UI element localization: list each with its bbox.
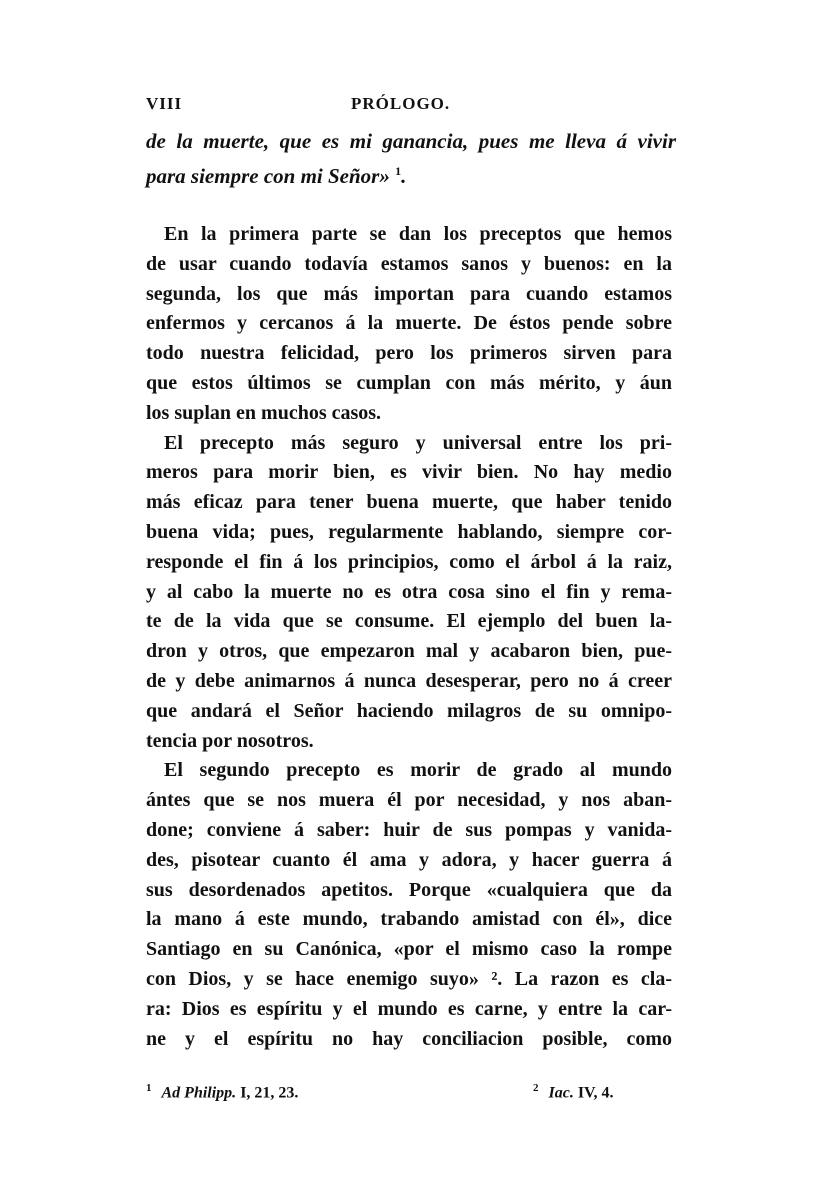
footnote-reference: 1	[395, 164, 402, 178]
running-title: PRÓLOGO.	[351, 94, 451, 113]
text-line: que andará el Señor haciendo milagros de su omnipo-	[146, 699, 672, 722]
text-line: sus desordenados apetitos. Porque «cualquiera que da	[146, 878, 672, 901]
text-line: de y debe animarnos á nunca desesperar, pero no á creer	[146, 669, 672, 692]
quotation-continuation	[146, 126, 676, 191]
text-line: El segundo precepto es morir de grado al mundo	[164, 759, 672, 782]
text-line: El precepto más seguro y universal entre los pri-	[164, 431, 672, 454]
text-line: los suplan en muchos casos.	[146, 401, 382, 424]
text-line: ne y el espíritu no hay conciliacion posible, como	[146, 1027, 672, 1050]
body-text	[146, 220, 672, 1054]
text-line: Santiago en su Canónica, «por el mismo caso la rompe	[146, 938, 672, 961]
text-line: dron y otros, que empezaron mal y acabaron bien, pue-	[146, 640, 672, 663]
text-line: te de la vida que se consume. El ejemplo del buen la-	[146, 610, 672, 633]
footnote-source: Iac.	[548, 1084, 574, 1102]
text-line: des, pisotear cuanto él ama y adora, y hacer guerra á	[146, 848, 672, 871]
text-line: buena vida; pues, regularmente hablando, siempre cor-	[146, 520, 672, 543]
text-line: done; conviene á saber: huir de sus pompas y vanida-	[146, 818, 672, 841]
quotation-end-mark: .	[401, 164, 407, 188]
text-line: ra: Dios es espíritu y el mundo es carne, y entre la car-	[146, 997, 672, 1020]
quotation-line-text: para siempre con mi Señor»	[146, 164, 390, 188]
footnote-mark: 2	[533, 1082, 539, 1094]
text-line: de usar cuando todavía estamos sanos y buenos: en la	[146, 252, 672, 275]
quotation-line-last	[146, 156, 676, 191]
text-line: con Dios, y se hace enemigo suyo» ². La razon es cla-	[146, 967, 672, 990]
text-line: tencia por nosotros.	[146, 729, 314, 752]
text-line: la mano á este mundo, trabando amistad con él», dice	[146, 908, 672, 931]
quotation-line: de la muerte, que es mi ganancia, pues me lleva á vivir	[146, 129, 676, 153]
text-line: más eficaz para tener buena muerte, que haber tenido	[146, 491, 672, 514]
footnote-mark: 1	[146, 1082, 152, 1094]
text-line: meros para morir bien, es vivir bien. No hay medio	[146, 461, 672, 484]
text-line: y al cabo la muerte no es otra cosa sino el fin y rema-	[146, 580, 672, 603]
text-line: ántes que se nos muera él por necesidad, y nos aban-	[146, 789, 672, 812]
text-line: segunda, los que más importan para cuando estamos	[146, 282, 672, 305]
text-line: En la primera parte se dan los preceptos que hemos	[164, 223, 672, 245]
text-line: enfermos y cercanos á la muerte. De éstos pende sobre	[146, 312, 672, 335]
page-number: VIII	[146, 94, 183, 113]
footnote-location: I, 21, 23.	[240, 1084, 299, 1102]
text-line: que estos últimos se cumplan con más mérito, y áun	[146, 371, 672, 394]
footnote-2	[533, 1082, 614, 1102]
footnote-1	[146, 1082, 298, 1102]
footnote-location: IV, 4.	[577, 1084, 614, 1102]
text-line: todo nuestra felicidad, pero los primeros sirven para	[146, 342, 672, 365]
text-line: responde el fin á los principios, como el árbol á la raiz,	[146, 550, 672, 573]
footnote-source: Ad Philipp.	[161, 1084, 237, 1102]
